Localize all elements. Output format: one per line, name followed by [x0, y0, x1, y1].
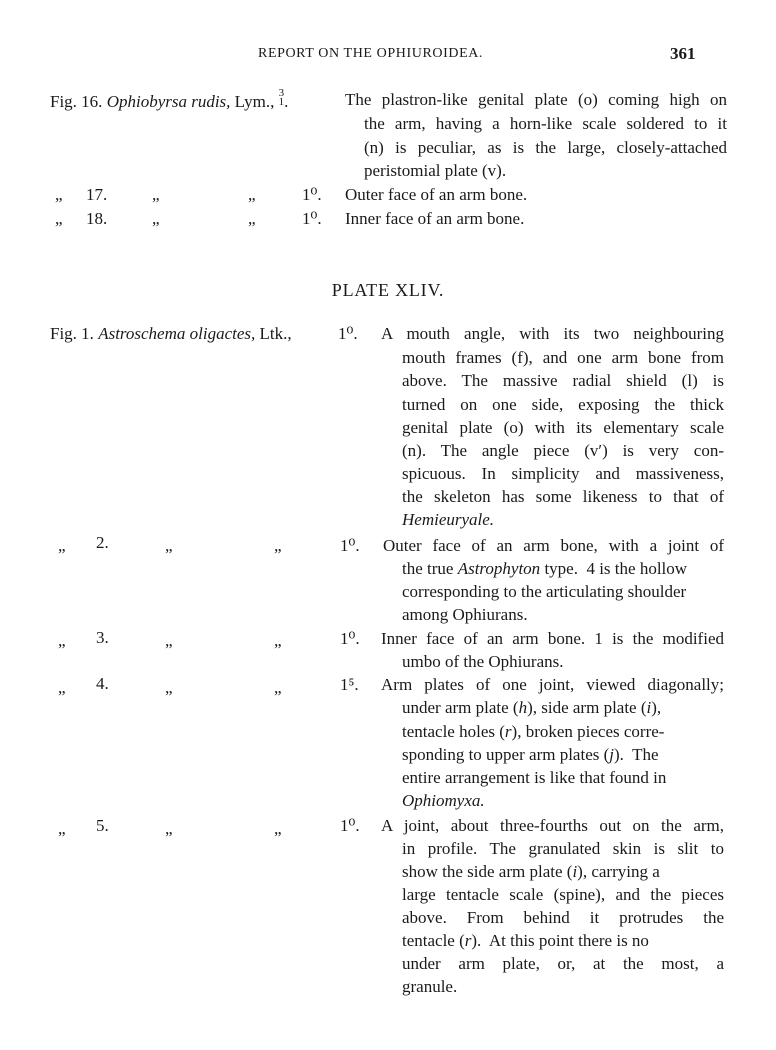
- page-number: 361: [670, 44, 696, 63]
- page: REPORT ON THE OPHIUROIDEA. 361 Fig. 16. Ophiobyrsa rudis, Lym., 3 1 . The plastron-like genital plate (o) coming high on the arm, having a horn-like scale soldered to it (n) is peculiar, as is the large, closely-attached peristomial plate (v). „ 17. „ „ 1⁰. Outer face of an arm bone. „ 18. „ „ 1⁰. Inner face of an arm bone. PLATE XLIV. Fig. 1. Astroschema oligactes, Ltk., 1⁰. A mouth angle, with its two neighbouring mouth frames (f), and one arm bone from above. The massive radial shield (l) is turned on one side, exposing the thick genital plate (o) with its elementary scale (n). The angle piece (v′) is very con- spicuous. In simplicity and massiveness, the skeleton has some likeness to that of Hemieuryale. „ 2. „ „ 1⁰. Outer face of an arm bone, with a joint of the true Astrophyton type. 4 is the hollow corresponding to the articulating shoulder among Ophiurans. „ 3. „ „ 1⁰. Inner face of an arm bone. 1 is the modified umbo of the Ophiurans. „ 4. „ „ 1⁵. Arm plates of one joint, viewed diagonally; under arm plate (h), side arm plate (i), tentacle holes (r), broken pieces corre- sponding to upper arm plates (j). The entire arrangement is like that found in Ophiomyxa. „ 5. „ „ 1⁰. A joint, about three-fourths out on the arm, in profile. The granulated skin is slit to show the side arm plate (i), carrying a large tentacle scale (spine), and the pieces above. From behind it protrudes the tentacle (r). At this point there is no under arm plate, or, at the most, a granule.: [0, 0, 776, 1050]
- xliv-fig-1-species: Astroschema oligactes,: [98, 324, 256, 343]
- fig-18-ditto: „: [55, 209, 63, 228]
- fig-17-ditto-species: „: [152, 185, 160, 204]
- fig-16-line-4: peristomial plate (v).: [364, 161, 507, 180]
- fig-17-text: Outer face of an arm bone.: [345, 185, 528, 204]
- fig-16-label: Fig. 16.: [50, 92, 103, 111]
- fig-16-line-3: (n) is peculiar, as is the large, closely-attached: [364, 138, 727, 157]
- xliv-fig-1-line-3: above. The massive radial shield (l) is: [402, 371, 724, 390]
- xliv-fig-1-magnification: 1⁰.: [338, 324, 358, 343]
- running-title: REPORT ON THE OPHIUROIDEA.: [258, 46, 484, 61]
- running-header: [0, 46, 776, 70]
- fig-17-magnification: 1⁰.: [302, 185, 322, 204]
- xliv-fig-4-line-5: entire arrangement is like that found in: [402, 768, 667, 787]
- xliv-fig-2-number: 2.: [96, 533, 109, 552]
- xliv-fig-4-line-4: sponding to upper arm plates (j). The: [402, 745, 659, 764]
- fig-16-species: Ophiobyrsa rudis,: [106, 92, 231, 111]
- xliv-fig-1-line-8: the skeleton has some likeness to that of: [402, 487, 724, 506]
- xliv-fig-2-ditto-authority: „: [274, 536, 282, 555]
- xliv-fig-4-magnification: 1⁵.: [340, 675, 359, 694]
- xliv-fig-5-number: 5.: [96, 816, 109, 835]
- fig-18-ditto-authority: „: [248, 209, 256, 228]
- xliv-fig-3-ditto-species: „: [165, 631, 173, 650]
- xliv-fig-1-line-1: A mouth angle, with its two neighbouring: [381, 324, 724, 343]
- xliv-fig-1-line-9: Hemieuryale.: [402, 510, 495, 529]
- xliv-fig-1-line-4: turned on one side, exposing the thick: [402, 395, 724, 414]
- fig-16-magnification: 3 1: [278, 87, 285, 108]
- fig-17-ditto: „: [55, 185, 63, 204]
- xliv-fig-5-line-5: above. From behind it protrudes the: [402, 908, 724, 927]
- fig-17-ditto-authority: „: [248, 185, 256, 204]
- xliv-fig-5-ditto: „: [58, 819, 66, 838]
- xliv-fig-5-magnification: 1⁰.: [340, 816, 360, 835]
- fig-18-text: Inner face of an arm bone.: [345, 209, 525, 228]
- xliv-fig-3-ditto-authority: „: [274, 631, 282, 650]
- fig-18-magnification: 1⁰.: [302, 209, 322, 228]
- xliv-fig-2-line-4: among Ophiurans.: [402, 605, 528, 624]
- xliv-fig-1-label: Fig. 1.: [50, 324, 94, 343]
- xliv-fig-2-magnification: 1⁰.: [340, 536, 360, 555]
- xliv-fig-3-number: 3.: [96, 628, 109, 647]
- xliv-fig-1-line-6: (n). The angle piece (v′) is very con-: [402, 441, 724, 460]
- xliv-fig-4-line-1: Arm plates of one joint, viewed diagonally;: [381, 675, 724, 694]
- xliv-fig-5-line-4: large tentacle scale (spine), and the pieces: [402, 885, 724, 904]
- xliv-fig-4-ditto: „: [58, 678, 66, 697]
- xliv-fig-2-ditto-species: „: [165, 536, 173, 555]
- xliv-fig-1-line-7: spicuous. In simplicity and massiveness,: [402, 464, 724, 483]
- xliv-fig-5-line-6: tentacle (r). At this point there is no: [402, 931, 649, 950]
- xliv-fig-1-line-5: genital plate (o) with its elementary scale: [402, 418, 724, 437]
- fig-17-number: 17.: [86, 185, 108, 204]
- fig-16-line-2: the arm, having a horn-like scale soldered to it: [364, 114, 727, 133]
- xliv-fig-5-line-1: A joint, about three-fourths out on the arm,: [381, 816, 724, 835]
- xliv-fig-4-line-2: under arm plate (h), side arm plate (i),: [402, 698, 662, 717]
- xliv-fig-2-line-1: Outer face of an arm bone, with a joint of: [383, 536, 724, 555]
- xliv-fig-3-magnification: 1⁰.: [340, 629, 360, 648]
- xliv-fig-4-line-6: Ophiomyxa.: [402, 791, 485, 810]
- xliv-fig-1-authority: Ltk.,: [259, 324, 292, 343]
- xliv-fig-5-ditto-species: „: [165, 819, 173, 838]
- xliv-fig-3-ditto: „: [58, 631, 66, 650]
- fig-16-line-1: The plastron-like genital plate (o) coming high on: [345, 90, 727, 109]
- fig-16-authority: Lym.,: [234, 92, 275, 111]
- xliv-fig-5-line-8: granule.: [402, 977, 458, 996]
- xliv-fig-4-ditto-authority: „: [274, 678, 282, 697]
- xliv-fig-4-line-3: tentacle holes (r), broken pieces corre-: [402, 722, 665, 741]
- xliv-fig-4-number: 4.: [96, 674, 109, 693]
- xliv-fig-3-line-1: Inner face of an arm bone. 1 is the modified: [381, 629, 724, 648]
- xliv-fig-5-line-3: show the side arm plate (i), carrying a: [402, 862, 660, 881]
- xliv-fig-2-line-2: the true Astrophyton type. 4 is the hollow: [402, 559, 688, 578]
- xliv-fig-2-ditto: „: [58, 536, 66, 555]
- xliv-fig-4-ditto-species: „: [165, 678, 173, 697]
- plate-heading: PLATE XLIV.: [331, 280, 445, 300]
- xliv-fig-1-line-2: mouth frames (f), and one arm bone from: [402, 348, 724, 367]
- xliv-fig-2-line-3: corresponding to the articulating shoulder: [402, 582, 687, 601]
- xliv-fig-3-line-2: umbo of the Ophiurans.: [402, 652, 564, 671]
- xliv-fig-5-ditto-authority: „: [274, 819, 282, 838]
- fig-18-ditto-species: „: [152, 209, 160, 228]
- fig-18-number: 18.: [86, 209, 108, 228]
- xliv-fig-5-line-2: in profile. The granulated skin is slit to: [402, 839, 724, 858]
- xliv-fig-5-line-7: under arm plate, or, at the most, a: [402, 954, 724, 973]
